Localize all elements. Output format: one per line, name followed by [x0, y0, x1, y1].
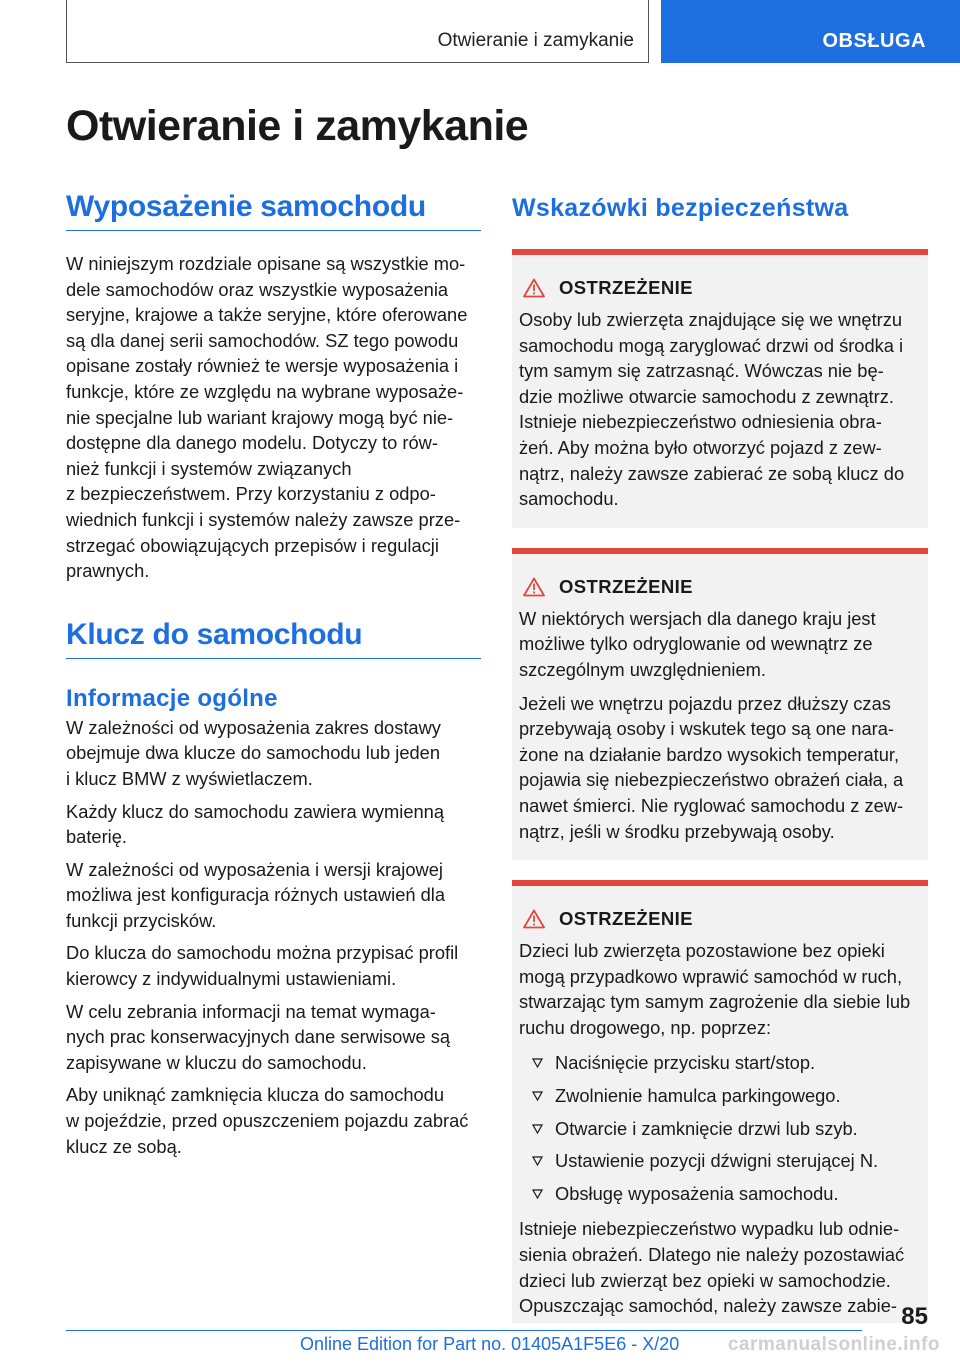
- list-item: [519, 1050, 921, 1076]
- text-line: stwarzając tym samym zagrożenie dla siebie lub: [519, 991, 911, 1013]
- footer-divider: [66, 1330, 862, 1331]
- text-line: możliwa jest konfiguracja różnych ustawień dla: [66, 884, 446, 906]
- warning-paragraph: [519, 938, 921, 1040]
- warning-paragraph: [519, 1216, 921, 1318]
- list-item: [519, 1083, 921, 1109]
- list-item-text: Obsługę wyposażenia samochodu.: [555, 1182, 839, 1204]
- text-line: baterię.: [66, 826, 127, 848]
- text-line: samochodu mogą zaryglować drzwi od środka i: [519, 334, 904, 356]
- left-column: [66, 190, 481, 1159]
- warning-icon: [523, 278, 545, 298]
- key-paragraph: [66, 999, 481, 1076]
- section-heading-car-key: Klucz do samochodu: [66, 618, 481, 659]
- warning-icon: [523, 577, 545, 597]
- text-line: strzegać obowiązujących przepisów i regulacji: [66, 534, 439, 556]
- text-line: ruchu drogowego, np. poprzez:: [519, 1016, 772, 1038]
- text-line: Do klucza do samochodu można przypisać profil: [66, 942, 459, 964]
- list-item: [519, 1116, 921, 1142]
- text-line: obejmuje dwa klucze do samochodu lub jeden: [66, 742, 440, 764]
- page-title: Otwieranie i zamykanie: [66, 102, 529, 150]
- text-line: są dla danej serii samochodów. SZ tego powodu: [66, 329, 459, 351]
- text-line: Aby uniknąć zamknięcia klucza do samochodu: [66, 1084, 445, 1106]
- triangle-bullet-icon: [519, 1116, 555, 1134]
- text-line: W niniejszym rozdziale opisane są wszystkie mo-: [66, 253, 466, 274]
- text-line: opisane zostały również te wersje wyposażenia i: [66, 355, 459, 377]
- list-item-text: Otwarcie i zamknięcie drzwi lub szyb.: [555, 1117, 858, 1139]
- right-column: [512, 190, 928, 1323]
- page-number: 85: [901, 1303, 928, 1330]
- text-line: możliwe tylko odryglowanie od wewnątrz ze: [519, 633, 873, 655]
- text-line: szczególnym uwzględnieniem.: [519, 658, 766, 680]
- key-paragraph: [66, 715, 481, 792]
- text-line: W celu zebrania informacji na temat wymaga-: [66, 1000, 436, 1022]
- warning-box: [512, 249, 928, 528]
- text-line: nie specjalne lub wariant krajowy mogą być nie-: [66, 406, 454, 428]
- warning-box: [512, 548, 928, 860]
- equipment-paragraph: [66, 251, 481, 584]
- warning-title: [519, 277, 921, 299]
- text-line: sienia obrażeń. Dlatego nie należy pozostawiać: [519, 1244, 905, 1266]
- warning-icon: [523, 909, 545, 929]
- text-line: nawet śmierci. Nie ryglować samochodu z zew-: [519, 794, 904, 816]
- text-line: seryjne, krajowe a także seryjne, które oferowane: [66, 304, 468, 326]
- warning-label: OSTRZEŻENIE: [559, 277, 693, 298]
- text-line: funkcje, które ze względu na wybrane wyposaże-: [66, 380, 464, 402]
- text-line: z bezpieczeństwem. Przy korzystaniu z odpo-: [66, 483, 436, 505]
- text-line: Opuszczając samochód, należy zawsze zabie-: [519, 1295, 897, 1317]
- text-line: tym samym się zatrzasnąć. Wówczas nie bę-: [519, 360, 884, 382]
- key-paragraph: [66, 1082, 481, 1159]
- text-line: Osoby lub zwierzęta znajdujące się we wnętrzu: [519, 309, 903, 330]
- warning-title: [519, 908, 921, 930]
- text-line: wiednich funkcji i systemów należy zawsze prze-: [66, 508, 461, 530]
- header-section-label: OBSŁUGA: [822, 30, 926, 52]
- text-line: nątrz, należy zawsze zabierać ze sobą klucz do: [519, 462, 905, 484]
- text-line: w pojeździe, przed opuszczeniem pojazdu zabrać: [66, 1110, 469, 1132]
- text-line: W zależności od wyposażenia zakres dostawy: [66, 716, 441, 738]
- text-line: mogą przypadkowo wprawić samochód w ruch,: [519, 965, 903, 987]
- triangle-bullet-icon: [519, 1050, 555, 1068]
- text-line: zapisywane w kluczu do samochodu.: [66, 1051, 367, 1073]
- text-line: kierowcy z indywidualnymi ustawieniami.: [66, 968, 397, 990]
- text-line: Istnieje niebezpieczeństwo odniesienia obra-: [519, 411, 882, 433]
- text-line: W zależności od wyposażenia i wersji krajowej: [66, 858, 443, 880]
- triangle-bullet-icon: [519, 1181, 555, 1199]
- warning-paragraph: [519, 691, 921, 845]
- key-paragraph: [66, 940, 481, 991]
- text-line: nież funkcji i systemów związanych: [66, 457, 352, 479]
- warning-title: [519, 576, 921, 598]
- text-line: dzie możliwe otwarcie samochodu z zewnątrz.: [519, 385, 894, 407]
- text-line: funkcji przycisków.: [66, 909, 217, 931]
- text-line: nątrz, jeśli w środku przebywają osoby.: [519, 820, 835, 842]
- section-heading-safety: Wskazówki bezpieczeństwa: [512, 194, 849, 222]
- key-paragraph: [66, 857, 481, 934]
- key-paragraph: [66, 799, 481, 850]
- text-line: żeń. Aby można było otworzyć pojazd z zew-: [519, 436, 882, 458]
- text-line: Każdy klucz do samochodu zawiera wymienną: [66, 800, 444, 822]
- text-line: dele samochodów oraz wszystkie wyposażenia: [66, 278, 449, 300]
- text-line: prawnych.: [66, 560, 150, 582]
- header-chapter-label: Otwieranie i zamykanie: [437, 30, 634, 51]
- warning-label: OSTRZEŻENIE: [559, 575, 693, 597]
- list-item: [519, 1148, 921, 1174]
- text-line: nych prac konserwacyjnych dane serwisowe są: [66, 1026, 451, 1048]
- warning-label: OSTRZEŻENIE: [559, 908, 693, 930]
- warning-paragraph: [519, 606, 921, 683]
- header-chapter-tab: [66, 0, 649, 63]
- text-line: dostępne dla danego modelu. Dotyczy to rów-: [66, 432, 438, 454]
- list-item-text: Ustawienie pozycji dźwigni sterującej N.: [555, 1150, 879, 1172]
- subheading-general-info: Informacje ogólne: [66, 684, 278, 712]
- warning-paragraph: [519, 307, 921, 512]
- text-line: Istnieje niebezpieczeństwo wypadku lub odnie-: [519, 1218, 900, 1240]
- warning-bullet-list: [519, 1050, 921, 1206]
- watermark: carmanualsonline.info: [727, 1334, 940, 1355]
- footer-edition: Online Edition for Part no. 01405A1F5E6 - X/20: [300, 1334, 680, 1354]
- text-line: Dzieci lub zwierzęta pozostawione bez opieki: [519, 940, 885, 962]
- text-line: przebywają osoby i wskutek tego są one nara-: [519, 718, 894, 740]
- section-heading-equipment: Wyposażenie samochodu: [66, 190, 481, 231]
- text-line: klucz ze sobą.: [66, 1135, 182, 1157]
- text-line: W niektórych wersjach dla danego kraju jest: [519, 607, 876, 629]
- header-section-tab: [661, 0, 960, 63]
- text-line: Jeżeli we wnętrzu pojazdu przez dłuższy czas: [519, 692, 891, 714]
- text-line: żone na działanie bardzo wysokich temperatur,: [519, 743, 900, 765]
- text-line: i klucz BMW z wyświetlaczem.: [66, 767, 313, 789]
- warning-box: [512, 880, 928, 1323]
- text-line: samochodu.: [519, 488, 619, 510]
- text-line: pojawia się niebezpieczeństwo obrażeń ciała, a: [519, 769, 904, 791]
- text-line: dzieci lub zwierząt bez opieki w samochodzie.: [519, 1269, 891, 1291]
- triangle-bullet-icon: [519, 1148, 555, 1166]
- list-item-text: Zwolnienie hamulca parkingowego.: [555, 1085, 841, 1107]
- triangle-bullet-icon: [519, 1083, 555, 1101]
- list-item-text: Naciśnięcie przycisku start/stop.: [555, 1052, 816, 1074]
- list-item: [519, 1181, 921, 1207]
